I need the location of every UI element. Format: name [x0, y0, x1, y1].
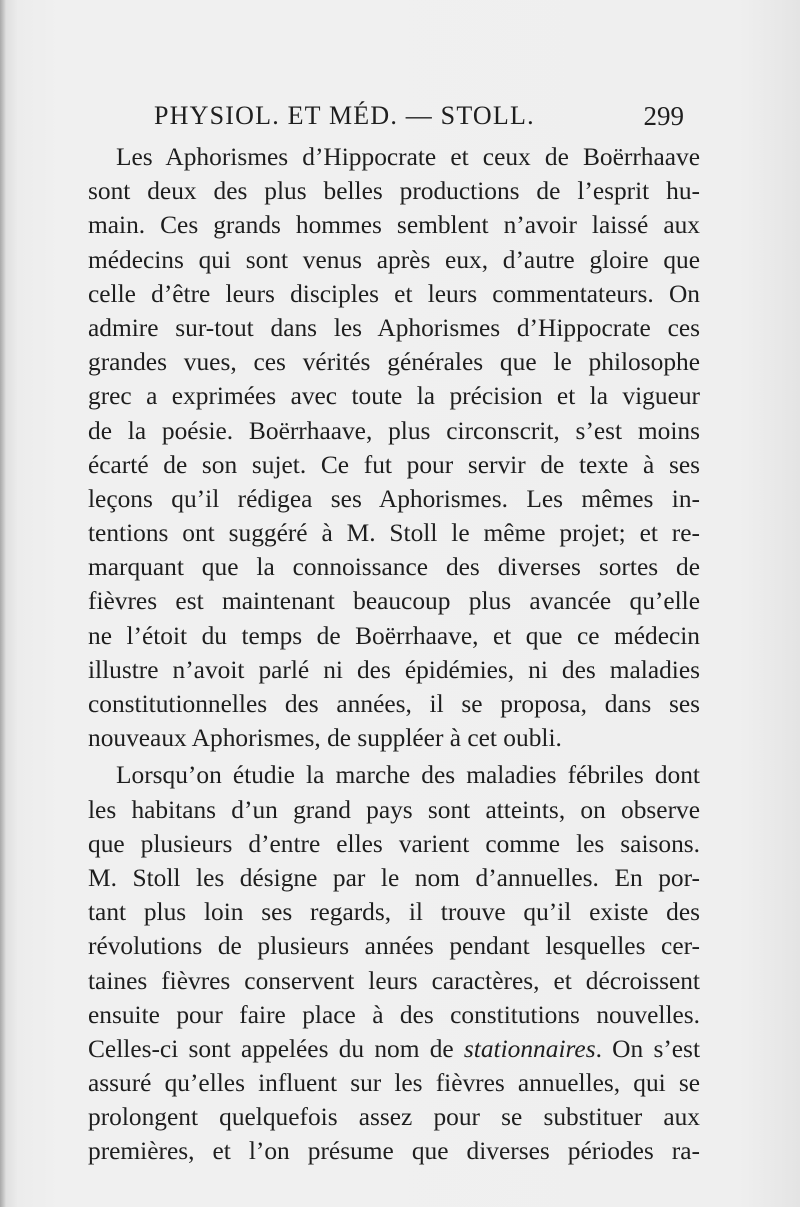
text-line: main. Ces grands hommes semblent n’avoir laissé aux [88, 211, 700, 240]
text-line: écarté de son sujet. Ce fut pour servir de texte à ses [88, 450, 700, 479]
text-line: Les Aphorismes d’Hippocrate et ceux de Boërrhaave [116, 143, 700, 171]
text-line: illustre n’avoit parlé ni des épidémies, ni des maladies [88, 655, 700, 684]
paragraph-2 [88, 758, 700, 1168]
text-line: révolutions de plusieurs années pendant lesquelles cer- [88, 932, 700, 961]
text-line: marquant que la connoissance des diverses sortes de [88, 553, 700, 582]
text-line: tentions ont suggéré à M. Stoll le même projet; et re- [88, 519, 700, 548]
body-text [88, 140, 700, 1169]
text-line: ne l’étoit du temps de Boërrhaave, et que ce médecin [88, 621, 700, 650]
running-head [154, 101, 684, 135]
text-line: M. Stoll les désigne par le nom d’annuelles. En por- [88, 863, 700, 892]
text-line: leçons qu’il rédigea ses Aphorismes. Les mêmes in- [88, 484, 700, 513]
text-line-with-italic [88, 1032, 700, 1066]
text-line: assuré qu’elles influent sur les fièvres annuelles, qui se [88, 1069, 700, 1098]
text-line: que plusieurs d’entre elles varient comme les saisons. [88, 829, 700, 858]
text-line: ensuite pour faire place à des constitutions nouvelles. [88, 1000, 700, 1029]
paragraph-1 [88, 140, 700, 755]
text-run: Celles-ci sont appelées du nom de [88, 1034, 464, 1063]
text-line: fièvres est maintenant beaucoup plus avancée qu’elle [88, 587, 700, 616]
text-line: prolongent quelquefois assez pour se substituer aux [88, 1103, 700, 1132]
text-line: nouveaux Aphorismes, de suppléer à cet oubli. [88, 724, 562, 753]
text-line: médecins qui sont venus après eux, d’autre gloire que [88, 245, 700, 274]
page-number: 299 [643, 101, 684, 131]
text-line: taines fièvres conservent leurs caractères, et décroissent [88, 966, 700, 995]
text-line: tant plus loin ses regards, il trouve qu’il existe des [88, 898, 700, 927]
text-line: Lorsqu’on étudie la marche des maladies fébriles dont [116, 761, 700, 790]
italic-term: stationnaires [463, 1034, 596, 1063]
text-line: premières, et l’on présume que diverses périodes ra- [88, 1137, 700, 1166]
running-title: PHYSIOL. ET MÉD. — STOLL. [154, 101, 535, 130]
text-line: les habitans d’un grand pays sont atteints, on observe [88, 795, 700, 824]
text-line: grec a exprimées avec toute la précision et la vigueur [88, 382, 700, 411]
text-run: . On s’est [595, 1034, 700, 1063]
text-line: celle d’être leurs disciples et leurs commentateurs. On [88, 279, 700, 308]
text-line: grandes vues, ces vérités générales que le philosophe [88, 348, 700, 377]
text-line: sont deux des plus belles productions de l’esprit hu- [88, 177, 700, 206]
text-line: admire sur-tout dans les Aphorismes d’Hippocrate ces [88, 313, 700, 342]
text-line: de la poésie. Boërrhaave, plus circonscrit, s’est moins [88, 416, 700, 445]
text-line: constitutionnelles des années, il se proposa, dans ses [88, 690, 700, 718]
